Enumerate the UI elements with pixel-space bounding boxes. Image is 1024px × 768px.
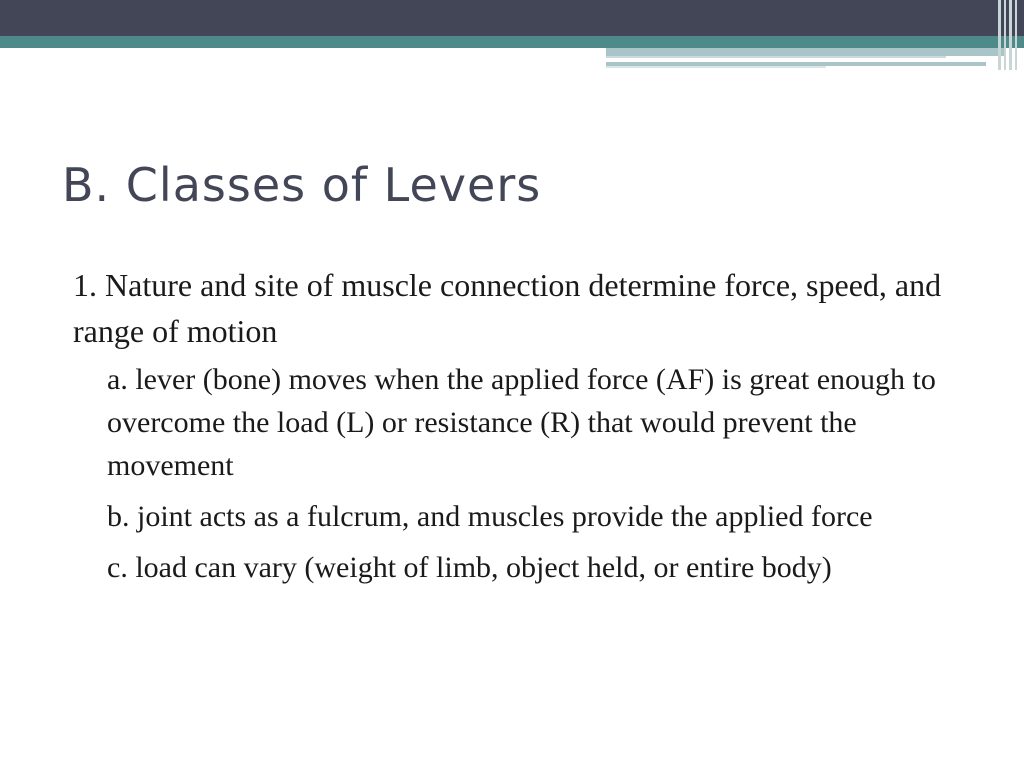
slide-body [73,262,973,597]
header-band-teal [0,36,1024,48]
header-vertical-stripes [994,0,1024,70]
bullet-level1: 1. Nature and site of muscle connection determine force, speed, and range of motion [73,267,942,349]
bullet-level2: a. lever (bone) moves when the applied force (AF) is great enough to overcome the load (L) or resistance (R) that would prevent the movement [107,363,936,482]
header-accent-line [606,66,826,68]
slide-title: B. Classes of Levers [62,158,542,212]
bullet-level2: b. joint acts as a fulcrum, and muscles provide the applied force [107,500,873,533]
header-band-dark [0,0,1024,36]
header-band-accent [606,48,1006,56]
header-accent-line [606,56,946,58]
bullet-level2: c. load can vary (weight of limb, object held, or entire body) [107,551,832,584]
